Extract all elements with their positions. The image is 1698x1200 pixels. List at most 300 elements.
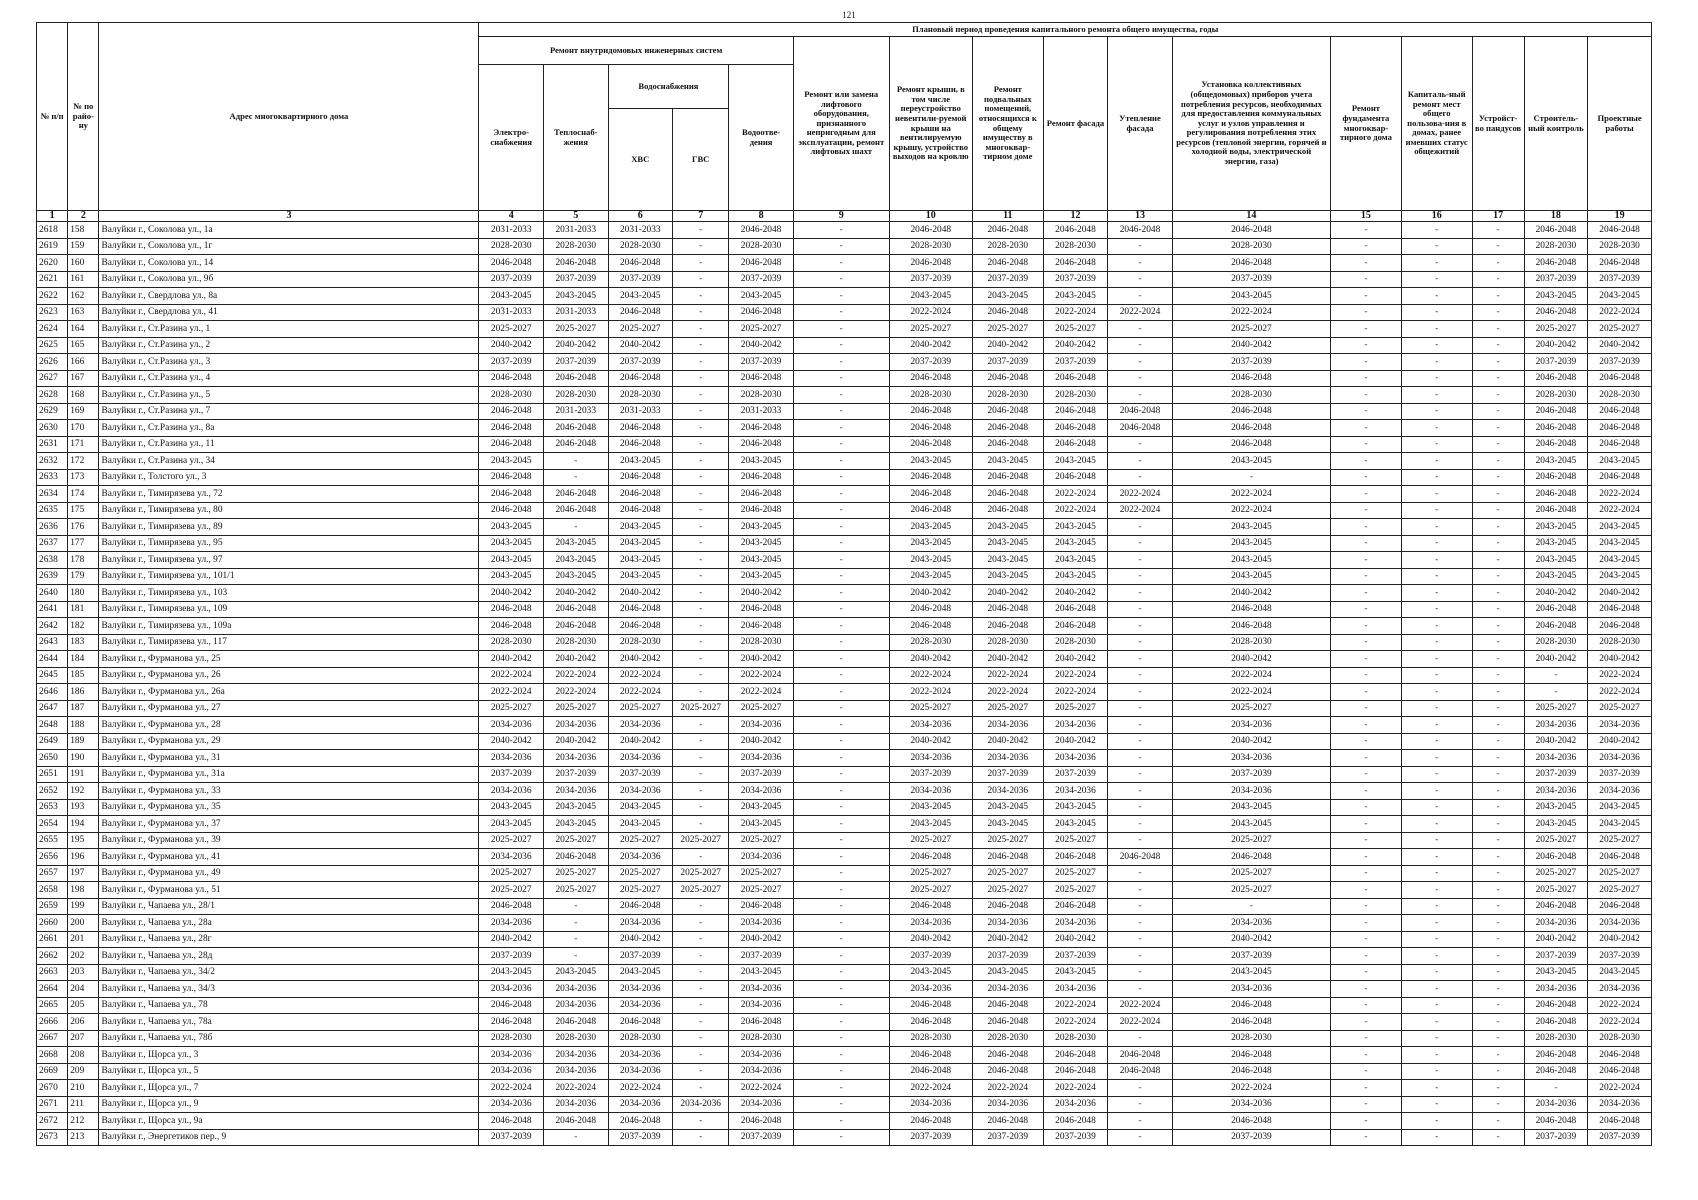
- period-cell: 2034-2036: [1172, 1096, 1330, 1113]
- period-cell: -: [1472, 370, 1524, 387]
- period-cell: -: [1472, 733, 1524, 750]
- period-cell: 2037-2039: [608, 271, 673, 288]
- period-cell: 2031-2033: [608, 403, 673, 420]
- period-cell: 2025-2027: [673, 882, 729, 899]
- period-cell: 2046-2048: [972, 618, 1043, 635]
- period-cell: -: [1108, 337, 1173, 354]
- period-cell: -: [1331, 948, 1402, 965]
- period-cell: -: [673, 453, 729, 470]
- period-cell: 2043-2045: [889, 535, 972, 552]
- address-cell: Валуйки г., Ст.Разина ул., 7: [99, 403, 479, 420]
- table-row: [37, 750, 1652, 767]
- period-cell: 2046-2048: [729, 469, 794, 486]
- period-cell: -: [1401, 667, 1472, 684]
- period-cell: -: [673, 733, 729, 750]
- period-cell: 2040-2042: [1172, 585, 1330, 602]
- table-row: [37, 288, 1652, 305]
- period-cell: 2022-2024: [889, 684, 972, 701]
- header-roof: Ремонт крыши, в том числе переустройство невентили-руемой крыши на вентилируемую крышу, устройство выходов на кровлю: [889, 37, 972, 211]
- period-cell: 2025-2027: [972, 321, 1043, 338]
- period-cell: 2022-2024: [543, 684, 608, 701]
- period-cell: 2040-2042: [729, 931, 794, 948]
- period-cell: -: [1524, 1080, 1588, 1097]
- period-cell: -: [793, 222, 889, 239]
- table-row: [37, 766, 1652, 783]
- period-cell: 2034-2036: [543, 717, 608, 734]
- period-cell: 2037-2039: [889, 1129, 972, 1146]
- period-cell: -: [1524, 684, 1588, 701]
- period-cell: 2040-2042: [543, 337, 608, 354]
- period-cell: 2043-2045: [1524, 799, 1588, 816]
- header-num: № п/п: [37, 23, 68, 211]
- period-cell: 2046-2048: [1524, 420, 1588, 437]
- period-cell: 2037-2039: [1588, 271, 1652, 288]
- period-cell: -: [1472, 717, 1524, 734]
- period-cell: 2037-2039: [889, 766, 972, 783]
- district-number: 209: [68, 1063, 99, 1080]
- period-cell: -: [793, 370, 889, 387]
- table-row: [37, 255, 1652, 272]
- period-cell: 2046-2048: [1524, 469, 1588, 486]
- period-cell: 2022-2024: [972, 684, 1043, 701]
- period-cell: 2046-2048: [608, 370, 673, 387]
- period-cell: 2043-2045: [1524, 552, 1588, 569]
- period-cell: -: [1401, 1096, 1472, 1113]
- table-row: [37, 453, 1652, 470]
- period-cell: -: [793, 783, 889, 800]
- period-cell: -: [1472, 420, 1524, 437]
- period-cell: 2037-2039: [1172, 948, 1330, 965]
- period-cell: 2043-2045: [608, 552, 673, 569]
- period-cell: -: [543, 1129, 608, 1146]
- period-cell: 2037-2039: [729, 766, 794, 783]
- period-cell: 2040-2042: [889, 585, 972, 602]
- period-cell: 2040-2042: [1524, 733, 1588, 750]
- period-cell: 2046-2048: [1524, 255, 1588, 272]
- period-cell: 2022-2024: [1043, 997, 1108, 1014]
- address-cell: Валуйки г., Ст.Разина ул., 5: [99, 387, 479, 404]
- period-cell: 2034-2036: [729, 849, 794, 866]
- address-cell: Валуйки г., Соколова ул., 1г: [99, 238, 479, 255]
- district-number: 182: [68, 618, 99, 635]
- period-cell: 2037-2039: [479, 766, 544, 783]
- period-cell: 2043-2045: [1588, 552, 1652, 569]
- period-cell: -: [1401, 354, 1472, 371]
- period-cell: 2046-2048: [1524, 222, 1588, 239]
- row-number: 2625: [37, 337, 68, 354]
- period-cell: 2025-2027: [729, 321, 794, 338]
- period-cell: -: [1472, 1129, 1524, 1146]
- period-cell: 2022-2024: [1043, 684, 1108, 701]
- row-number: 2620: [37, 255, 68, 272]
- period-cell: 2034-2036: [608, 1063, 673, 1080]
- period-cell: 2034-2036: [1588, 750, 1652, 767]
- period-cell: -: [673, 717, 729, 734]
- period-cell: 2046-2048: [543, 486, 608, 503]
- row-number: 2661: [37, 931, 68, 948]
- period-cell: 2037-2039: [972, 1129, 1043, 1146]
- period-cell: -: [1401, 552, 1472, 569]
- period-cell: 2046-2048: [1524, 502, 1588, 519]
- period-cell: 2022-2024: [608, 1080, 673, 1097]
- header-common-places: Капиталь-ный ремонт мест общего пользова-ния в домах, ранее имевших статус общежитий: [1401, 37, 1472, 211]
- row-number: 2667: [37, 1030, 68, 1047]
- period-cell: 2022-2024: [1043, 1080, 1108, 1097]
- period-cell: -: [1108, 535, 1173, 552]
- period-cell: -: [1401, 222, 1472, 239]
- period-cell: 2046-2048: [1524, 436, 1588, 453]
- period-cell: 2043-2045: [1524, 288, 1588, 305]
- period-cell: 2037-2039: [729, 271, 794, 288]
- district-number: 160: [68, 255, 99, 272]
- period-cell: 2040-2042: [1524, 931, 1588, 948]
- period-cell: 2037-2039: [1172, 354, 1330, 371]
- period-cell: 2043-2045: [972, 552, 1043, 569]
- period-cell: 2037-2039: [1524, 766, 1588, 783]
- address-cell: Валуйки г., Чапаева ул., 78а: [99, 1014, 479, 1031]
- period-cell: 2034-2036: [543, 1063, 608, 1080]
- header-water-supply: Водоснабжения: [608, 65, 729, 109]
- period-cell: -: [793, 436, 889, 453]
- period-cell: 2046-2048: [543, 1014, 608, 1031]
- row-number: 2638: [37, 552, 68, 569]
- period-cell: 2046-2048: [1524, 486, 1588, 503]
- period-cell: -: [1401, 502, 1472, 519]
- row-number: 2628: [37, 387, 68, 404]
- period-cell: 2034-2036: [1043, 717, 1108, 734]
- period-cell: 2025-2027: [972, 882, 1043, 899]
- period-cell: -: [673, 948, 729, 965]
- period-cell: 2046-2048: [1108, 1063, 1173, 1080]
- period-cell: 2037-2039: [608, 766, 673, 783]
- period-cell: 2043-2045: [1588, 816, 1652, 833]
- address-cell: Валуйки г., Соколова ул., 1а: [99, 222, 479, 239]
- header-facade-insulation: Утепление фасада: [1108, 37, 1173, 211]
- period-cell: -: [1331, 420, 1402, 437]
- table-row: [37, 948, 1652, 965]
- period-cell: 2040-2042: [1588, 931, 1652, 948]
- period-cell: -: [1108, 321, 1173, 338]
- period-cell: 2046-2048: [972, 1014, 1043, 1031]
- period-cell: -: [1401, 288, 1472, 305]
- period-cell: 2022-2024: [1108, 997, 1173, 1014]
- period-cell: 2028-2030: [1172, 238, 1330, 255]
- period-cell: -: [1401, 585, 1472, 602]
- district-number: 203: [68, 964, 99, 981]
- period-cell: 2034-2036: [1588, 981, 1652, 998]
- period-cell: 2040-2042: [1588, 651, 1652, 668]
- period-cell: -: [793, 1047, 889, 1064]
- period-cell: 2022-2024: [543, 1080, 608, 1097]
- district-number: 158: [68, 222, 99, 239]
- period-cell: -: [1331, 1113, 1402, 1130]
- period-cell: -: [673, 651, 729, 668]
- period-cell: 2043-2045: [1043, 552, 1108, 569]
- period-cell: -: [1401, 453, 1472, 470]
- period-cell: 2022-2024: [1588, 1014, 1652, 1031]
- period-cell: 2043-2045: [479, 568, 544, 585]
- table-row: [37, 370, 1652, 387]
- period-cell: 2043-2045: [1524, 816, 1588, 833]
- address-cell: Валуйки г., Тимирязева ул., 101/1: [99, 568, 479, 585]
- period-cell: 2034-2036: [1588, 783, 1652, 800]
- period-cell: 2043-2045: [479, 799, 544, 816]
- period-cell: -: [793, 700, 889, 717]
- period-cell: 2046-2048: [479, 436, 544, 453]
- period-cell: -: [673, 436, 729, 453]
- district-number: 164: [68, 321, 99, 338]
- district-number: 204: [68, 981, 99, 998]
- period-cell: 2022-2024: [729, 1080, 794, 1097]
- table-row: [37, 931, 1652, 948]
- table-row: [37, 403, 1652, 420]
- period-cell: -: [1108, 634, 1173, 651]
- period-cell: -: [673, 1080, 729, 1097]
- period-cell: -: [793, 271, 889, 288]
- period-cell: -: [673, 288, 729, 305]
- row-number: 2630: [37, 420, 68, 437]
- period-cell: 2043-2045: [889, 453, 972, 470]
- period-cell: 2022-2024: [1108, 486, 1173, 503]
- row-number: 2619: [37, 238, 68, 255]
- period-cell: 2046-2048: [729, 420, 794, 437]
- period-cell: 2040-2042: [1588, 733, 1652, 750]
- period-cell: 2043-2045: [1588, 288, 1652, 305]
- table-header: [37, 23, 1652, 222]
- period-cell: 2043-2045: [1043, 816, 1108, 833]
- district-number: 202: [68, 948, 99, 965]
- period-cell: -: [1108, 453, 1173, 470]
- period-cell: 2046-2048: [479, 618, 544, 635]
- period-cell: -: [1401, 519, 1472, 536]
- address-cell: Валуйки г., Фурманова ул., 31а: [99, 766, 479, 783]
- period-cell: 2034-2036: [889, 783, 972, 800]
- period-cell: 2028-2030: [479, 1030, 544, 1047]
- row-number: 2634: [37, 486, 68, 503]
- period-cell: 2043-2045: [1043, 568, 1108, 585]
- district-number: 184: [68, 651, 99, 668]
- period-cell: -: [793, 981, 889, 998]
- column-number: 10: [889, 211, 972, 222]
- district-number: 163: [68, 304, 99, 321]
- period-cell: -: [1331, 1063, 1402, 1080]
- district-number: 174: [68, 486, 99, 503]
- period-cell: 2043-2045: [889, 799, 972, 816]
- period-cell: -: [793, 684, 889, 701]
- period-cell: 2046-2048: [729, 1014, 794, 1031]
- period-cell: 2034-2036: [729, 783, 794, 800]
- period-cell: -: [1108, 1129, 1173, 1146]
- period-cell: 2046-2048: [1172, 1014, 1330, 1031]
- address-cell: Валуйки г., Фурманова ул., 25: [99, 651, 479, 668]
- header-engineering-systems: Ремонт внутридомовых инженерных систем: [479, 37, 793, 65]
- period-cell: 2034-2036: [1043, 981, 1108, 998]
- period-cell: 2043-2045: [608, 288, 673, 305]
- period-cell: 2028-2030: [1524, 387, 1588, 404]
- header-planned-period: Плановый период проведения капитального ремонта общего имущества, годы: [479, 23, 1652, 37]
- period-cell: -: [793, 535, 889, 552]
- period-cell: -: [1472, 783, 1524, 800]
- period-cell: 2046-2048: [1172, 849, 1330, 866]
- period-cell: 2037-2039: [479, 948, 544, 965]
- period-cell: 2025-2027: [889, 865, 972, 882]
- period-cell: -: [1331, 552, 1402, 569]
- period-cell: 2046-2048: [1108, 403, 1173, 420]
- period-cell: 2046-2048: [543, 255, 608, 272]
- period-cell: 2028-2030: [608, 1030, 673, 1047]
- row-number: 2623: [37, 304, 68, 321]
- period-cell: -: [673, 502, 729, 519]
- period-cell: -: [1472, 568, 1524, 585]
- period-cell: -: [1331, 585, 1402, 602]
- period-cell: 2028-2030: [543, 634, 608, 651]
- row-number: 2645: [37, 667, 68, 684]
- period-cell: -: [1401, 849, 1472, 866]
- table-row: [37, 882, 1652, 899]
- column-number: 5: [543, 211, 608, 222]
- period-cell: 2046-2048: [543, 601, 608, 618]
- header-construction-control: Строитель-ный контроль: [1524, 37, 1588, 211]
- period-cell: 2022-2024: [608, 667, 673, 684]
- period-cell: 2046-2048: [889, 1113, 972, 1130]
- period-cell: 2025-2027: [479, 882, 544, 899]
- period-cell: 2046-2048: [1524, 997, 1588, 1014]
- period-cell: -: [1401, 238, 1472, 255]
- period-cell: 2037-2039: [1524, 354, 1588, 371]
- period-cell: 2034-2036: [729, 717, 794, 734]
- period-cell: -: [793, 453, 889, 470]
- row-number: 2670: [37, 1080, 68, 1097]
- district-number: 186: [68, 684, 99, 701]
- address-cell: Валуйки г., Ст.Разина ул., 4: [99, 370, 479, 387]
- period-cell: -: [1472, 222, 1524, 239]
- address-cell: Валуйки г., Фурманова ул., 26а: [99, 684, 479, 701]
- period-cell: -: [543, 915, 608, 932]
- period-cell: 2046-2048: [479, 997, 544, 1014]
- period-cell: -: [673, 222, 729, 239]
- period-cell: 2043-2045: [479, 519, 544, 536]
- period-cell: 2040-2042: [1172, 931, 1330, 948]
- period-cell: 2025-2027: [1524, 832, 1588, 849]
- period-cell: -: [673, 354, 729, 371]
- address-cell: Валуйки г., Фурманова ул., 26: [99, 667, 479, 684]
- table-row: [37, 684, 1652, 701]
- period-cell: 2040-2042: [972, 651, 1043, 668]
- period-cell: -: [673, 304, 729, 321]
- period-cell: 2031-2033: [729, 403, 794, 420]
- period-cell: 2034-2036: [479, 783, 544, 800]
- period-cell: 2046-2048: [479, 1014, 544, 1031]
- period-cell: -: [1401, 717, 1472, 734]
- table-row: [37, 832, 1652, 849]
- period-cell: 2040-2042: [889, 337, 972, 354]
- period-cell: -: [1331, 453, 1402, 470]
- column-number: 16: [1401, 211, 1472, 222]
- row-number: 2627: [37, 370, 68, 387]
- period-cell: -: [673, 585, 729, 602]
- period-cell: -: [1401, 387, 1472, 404]
- period-cell: 2040-2042: [1043, 733, 1108, 750]
- column-number: 11: [972, 211, 1043, 222]
- table-row: [37, 535, 1652, 552]
- period-cell: 2037-2039: [543, 354, 608, 371]
- period-cell: 2040-2042: [1172, 651, 1330, 668]
- period-cell: 2034-2036: [543, 981, 608, 998]
- period-cell: 2028-2030: [889, 634, 972, 651]
- period-cell: 2028-2030: [543, 387, 608, 404]
- period-cell: 2046-2048: [1043, 469, 1108, 486]
- district-number: 188: [68, 717, 99, 734]
- period-cell: -: [1401, 304, 1472, 321]
- period-cell: -: [793, 1080, 889, 1097]
- period-cell: 2046-2048: [729, 502, 794, 519]
- period-cell: 2028-2030: [889, 1030, 972, 1047]
- column-number: 13: [1108, 211, 1173, 222]
- period-cell: 2034-2036: [1524, 783, 1588, 800]
- period-cell: -: [793, 1030, 889, 1047]
- period-cell: 2037-2039: [543, 766, 608, 783]
- period-cell: -: [1331, 304, 1402, 321]
- period-cell: -: [1472, 1063, 1524, 1080]
- period-cell: 2034-2036: [1524, 750, 1588, 767]
- period-cell: 2043-2045: [1172, 535, 1330, 552]
- period-cell: -: [1331, 783, 1402, 800]
- period-cell: -: [1401, 750, 1472, 767]
- district-number: 170: [68, 420, 99, 437]
- period-cell: 2043-2045: [1043, 453, 1108, 470]
- period-cell: -: [673, 568, 729, 585]
- period-cell: -: [793, 618, 889, 635]
- period-cell: 2022-2024: [1588, 667, 1652, 684]
- period-cell: 2043-2045: [543, 799, 608, 816]
- period-cell: 2040-2042: [479, 585, 544, 602]
- period-cell: 2043-2045: [1588, 519, 1652, 536]
- period-cell: -: [1331, 832, 1402, 849]
- period-cell: 2046-2048: [972, 898, 1043, 915]
- period-cell: 2025-2027: [1172, 882, 1330, 899]
- period-cell: -: [673, 915, 729, 932]
- period-cell: 2046-2048: [479, 469, 544, 486]
- period-cell: 2028-2030: [729, 634, 794, 651]
- table-row: [37, 271, 1652, 288]
- period-cell: 2034-2036: [543, 997, 608, 1014]
- period-cell: 2037-2039: [479, 1129, 544, 1146]
- period-cell: -: [1331, 684, 1402, 701]
- period-cell: 2025-2027: [729, 700, 794, 717]
- period-cell: 2046-2048: [479, 1113, 544, 1130]
- period-cell: -: [673, 816, 729, 833]
- period-cell: -: [793, 832, 889, 849]
- period-cell: -: [673, 370, 729, 387]
- period-cell: 2034-2036: [608, 750, 673, 767]
- period-cell: -: [1472, 1080, 1524, 1097]
- period-cell: -: [1331, 436, 1402, 453]
- period-cell: 2022-2024: [479, 1080, 544, 1097]
- period-cell: -: [1472, 948, 1524, 965]
- period-cell: 2046-2048: [1524, 1014, 1588, 1031]
- period-cell: -: [1472, 304, 1524, 321]
- period-cell: -: [1331, 964, 1402, 981]
- period-cell: 2028-2030: [608, 634, 673, 651]
- period-cell: 2022-2024: [1588, 502, 1652, 519]
- period-cell: -: [673, 783, 729, 800]
- period-cell: -: [1108, 816, 1173, 833]
- period-cell: 2034-2036: [479, 1096, 544, 1113]
- row-number: 2669: [37, 1063, 68, 1080]
- district-number: 196: [68, 849, 99, 866]
- column-number: 7: [673, 211, 729, 222]
- period-cell: 2025-2027: [889, 832, 972, 849]
